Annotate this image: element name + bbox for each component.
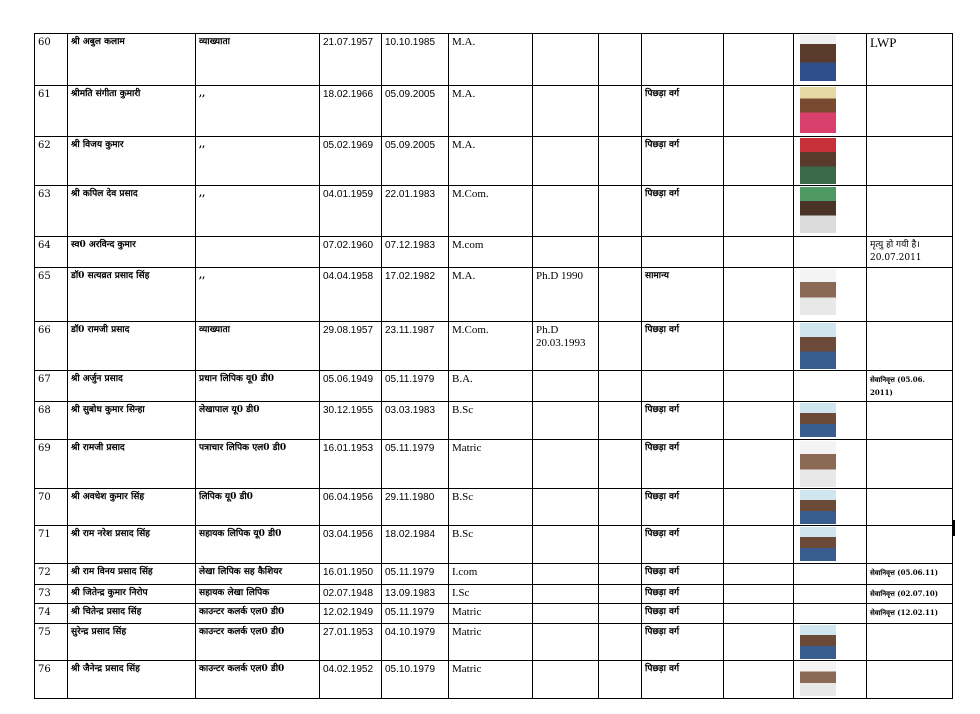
phd-cell	[533, 624, 599, 661]
birth-date-cell: 29.08.1957	[320, 322, 382, 371]
photo-man	[800, 403, 836, 437]
post-cell: पत्राचार लिपिक एल0 डी0	[196, 440, 320, 489]
blank-cell	[724, 526, 794, 564]
joining-date-cell: 03.03.1983	[382, 402, 449, 440]
photo-woman	[800, 87, 836, 133]
photo-cell	[794, 661, 867, 699]
blank-cell	[599, 564, 642, 585]
blank-cell	[599, 86, 642, 137]
category-cell: पिछड़ा वर्ग	[642, 86, 724, 137]
joining-date-cell: 05.10.1979	[382, 661, 449, 699]
photo-cell	[794, 402, 867, 440]
blank-cell	[724, 371, 794, 402]
photo-cell	[794, 34, 867, 86]
blank-cell	[599, 268, 642, 322]
blank-cell	[599, 585, 642, 604]
blank-cell	[724, 137, 794, 186]
post-cell: सहायक लेखा लिपिक	[196, 585, 320, 604]
photo-cell	[794, 237, 867, 268]
joining-date-cell: 05.11.1979	[382, 604, 449, 624]
post-cell	[196, 237, 320, 268]
photo-cell	[794, 268, 867, 322]
table-row	[35, 86, 953, 137]
name-cell: डॉ0 रामजी प्रसाद	[68, 322, 196, 371]
name-cell: श्री विजय कुमार	[68, 137, 196, 186]
photo-cell	[794, 440, 867, 489]
staff-record-table	[34, 33, 953, 699]
remark-cell	[867, 489, 953, 526]
blank-cell	[599, 624, 642, 661]
table-row	[35, 661, 953, 699]
phd-cell	[533, 186, 599, 237]
serial-number-cell: 66	[35, 322, 68, 371]
qualification-cell: I.com	[449, 564, 533, 585]
joining-date-cell: 18.02.1984	[382, 526, 449, 564]
category-cell	[642, 237, 724, 268]
table-row	[35, 604, 953, 624]
name-cell: श्री जैनेन्द्र प्रसाद सिंह	[68, 661, 196, 699]
serial-number-cell: 68	[35, 402, 68, 440]
serial-number-cell: 69	[35, 440, 68, 489]
blank-cell	[724, 186, 794, 237]
photo-cell	[794, 585, 867, 604]
qualification-cell: B.Sc	[449, 402, 533, 440]
joining-date-cell: 23.11.1987	[382, 322, 449, 371]
post-cell: लिपिक यू0 डी0	[196, 489, 320, 526]
blank-cell	[724, 489, 794, 526]
category-cell: पिछड़ा वर्ग	[642, 661, 724, 699]
blank-cell	[599, 34, 642, 86]
phd-cell	[533, 86, 599, 137]
post-cell: लेखापाल यू0 डी0	[196, 402, 320, 440]
name-cell: श्री चितेन्द्र प्रसाद सिंह	[68, 604, 196, 624]
name-cell: श्रीमति संगीता कुमारी	[68, 86, 196, 137]
blank-cell	[599, 661, 642, 699]
post-cell: काउन्टर कलर्क एल0 डी0	[196, 604, 320, 624]
table-row	[35, 34, 953, 86]
birth-date-cell: 27.01.1953	[320, 624, 382, 661]
qualification-cell: M.com	[449, 237, 533, 268]
table-row	[35, 137, 953, 186]
table-row	[35, 268, 953, 322]
page-edge-mark	[952, 520, 955, 536]
blank-cell	[724, 624, 794, 661]
birth-date-cell: 02.07.1948	[320, 585, 382, 604]
photo-man-cap	[800, 35, 836, 81]
phd-cell	[533, 489, 599, 526]
post-cell: ,,	[196, 86, 320, 137]
photo-man	[800, 662, 836, 696]
remark-cell	[867, 402, 953, 440]
remark-cell	[867, 526, 953, 564]
remark-cell	[867, 137, 953, 186]
name-cell: श्री राम विनय प्रसाद सिंह	[68, 564, 196, 585]
category-cell: पिछड़ा वर्ग	[642, 564, 724, 585]
photo-cell	[794, 489, 867, 526]
joining-date-cell: 05.11.1979	[382, 564, 449, 585]
category-cell: पिछड़ा वर्ग	[642, 322, 724, 371]
qualification-cell: Matric	[449, 624, 533, 661]
birth-date-cell: 21.07.1957	[320, 34, 382, 86]
table-row	[35, 237, 953, 268]
post-cell: ,,	[196, 268, 320, 322]
phd-cell	[533, 34, 599, 86]
blank-cell	[724, 661, 794, 699]
category-cell: सामान्य	[642, 268, 724, 322]
birth-date-cell: 04.01.1959	[320, 186, 382, 237]
joining-date-cell: 10.10.1985	[382, 34, 449, 86]
table-row	[35, 526, 953, 564]
post-cell: व्याख्याता	[196, 322, 320, 371]
remark-cell	[867, 268, 953, 322]
phd-cell	[533, 526, 599, 564]
category-cell: पिछड़ा वर्ग	[642, 526, 724, 564]
name-cell: श्री अवधेश कुमार सिंह	[68, 489, 196, 526]
blank-cell	[724, 268, 794, 322]
blank-cell	[599, 371, 642, 402]
phd-cell: Ph.D 20.03.1993	[533, 322, 599, 371]
serial-number-cell: 65	[35, 268, 68, 322]
blank-cell	[599, 322, 642, 371]
blank-cell	[599, 440, 642, 489]
post-cell: ,,	[196, 186, 320, 237]
joining-date-cell: 05.09.2005	[382, 137, 449, 186]
serial-number-cell: 75	[35, 624, 68, 661]
birth-date-cell: 12.02.1949	[320, 604, 382, 624]
name-cell: श्री कपिल देव प्रसाद	[68, 186, 196, 237]
photo-man	[800, 441, 836, 487]
table-row	[35, 186, 953, 237]
remark-cell: मृत्यु हो गयी है। 20.07.2011	[867, 237, 953, 268]
blank-cell	[599, 489, 642, 526]
name-cell: डॉ0 सत्यव्रत प्रसाद सिंह	[68, 268, 196, 322]
qualification-cell: M.A.	[449, 268, 533, 322]
photo-man	[800, 490, 836, 524]
serial-number-cell: 70	[35, 489, 68, 526]
serial-number-cell: 76	[35, 661, 68, 699]
remark-cell: LWP	[867, 34, 953, 86]
name-cell: श्री राम नरेश प्रसाद सिंह	[68, 526, 196, 564]
photo-man	[800, 187, 836, 233]
blank-cell	[724, 564, 794, 585]
phd-cell	[533, 564, 599, 585]
joining-date-cell: 05.11.1979	[382, 440, 449, 489]
remark-cell	[867, 86, 953, 137]
photo-man	[800, 269, 836, 315]
birth-date-cell: 16.01.1953	[320, 440, 382, 489]
joining-date-cell: 05.11.1979	[382, 371, 449, 402]
qualification-cell: M.A.	[449, 137, 533, 186]
photo-cell	[794, 86, 867, 137]
phd-cell	[533, 137, 599, 186]
photo-cell	[794, 564, 867, 585]
category-cell: पिछड़ा वर्ग	[642, 624, 724, 661]
name-cell: श्री जितेन्द्र कुमार निरोप	[68, 585, 196, 604]
blank-cell	[599, 604, 642, 624]
category-cell: पिछड़ा वर्ग	[642, 585, 724, 604]
category-cell	[642, 34, 724, 86]
photo-cell	[794, 371, 867, 402]
post-cell: लेखा लिपिक सह कैशियर	[196, 564, 320, 585]
table-row	[35, 322, 953, 371]
remark-cell	[867, 322, 953, 371]
blank-cell	[724, 585, 794, 604]
photo-cell	[794, 186, 867, 237]
name-cell: स्व0 अरविन्द कुमार	[68, 237, 196, 268]
photo-man	[800, 138, 836, 184]
name-cell: सुरेन्द्र प्रसाद सिंह	[68, 624, 196, 661]
table-row	[35, 440, 953, 489]
remark-cell	[867, 440, 953, 489]
phd-cell	[533, 237, 599, 268]
qualification-cell: M.Com.	[449, 186, 533, 237]
phd-cell	[533, 371, 599, 402]
post-cell: काउन्टर कलर्क एल0 डी0	[196, 661, 320, 699]
post-cell: ,,	[196, 137, 320, 186]
category-cell: पिछड़ा वर्ग	[642, 186, 724, 237]
name-cell: श्री सुबोध कुमार सिन्हा	[68, 402, 196, 440]
birth-date-cell: 06.04.1956	[320, 489, 382, 526]
remark-cell: सेवानिवृत्त (05.06.11)	[867, 564, 953, 585]
photo-cell	[794, 137, 867, 186]
post-cell: काउन्टर कलर्क एल0 डी0	[196, 624, 320, 661]
birth-date-cell: 05.06.1949	[320, 371, 382, 402]
photo-cell	[794, 526, 867, 564]
serial-number-cell: 74	[35, 604, 68, 624]
phd-cell	[533, 585, 599, 604]
name-cell: श्री रामजी प्रसाद	[68, 440, 196, 489]
photo-cell	[794, 604, 867, 624]
category-cell: पिछड़ा वर्ग	[642, 604, 724, 624]
birth-date-cell: 03.04.1956	[320, 526, 382, 564]
table-row	[35, 402, 953, 440]
serial-number-cell: 73	[35, 585, 68, 604]
table-row	[35, 564, 953, 585]
category-cell: पिछड़ा वर्ग	[642, 489, 724, 526]
joining-date-cell: 17.02.1982	[382, 268, 449, 322]
birth-date-cell: 30.12.1955	[320, 402, 382, 440]
remark-cell: सेवानिवृत्त (12.02.11)	[867, 604, 953, 624]
category-cell: पिछड़ा वर्ग	[642, 137, 724, 186]
blank-cell	[599, 237, 642, 268]
category-cell: पिछड़ा वर्ग	[642, 440, 724, 489]
post-cell: सहायक लिपिक यू0 डी0	[196, 526, 320, 564]
category-cell	[642, 371, 724, 402]
qualification-cell: Matric	[449, 604, 533, 624]
phd-cell	[533, 402, 599, 440]
birth-date-cell: 07.02.1960	[320, 237, 382, 268]
serial-number-cell: 72	[35, 564, 68, 585]
blank-cell	[724, 237, 794, 268]
table-row	[35, 371, 953, 402]
blank-cell	[724, 86, 794, 137]
blank-cell	[599, 402, 642, 440]
qualification-cell: I.Sc	[449, 585, 533, 604]
post-cell: व्याख्याता	[196, 34, 320, 86]
qualification-cell: M.A.	[449, 86, 533, 137]
serial-number-cell: 64	[35, 237, 68, 268]
remark-cell: सेवानिवृत्त (02.07.10)	[867, 585, 953, 604]
qualification-cell: M.A.	[449, 34, 533, 86]
remark-cell	[867, 624, 953, 661]
blank-cell	[599, 137, 642, 186]
serial-number-cell: 62	[35, 137, 68, 186]
qualification-cell: B.A.	[449, 371, 533, 402]
qualification-cell: M.Com.	[449, 322, 533, 371]
joining-date-cell: 29.11.1980	[382, 489, 449, 526]
name-cell: श्री अबुल कलाम	[68, 34, 196, 86]
blank-cell	[724, 440, 794, 489]
joining-date-cell: 07.12.1983	[382, 237, 449, 268]
serial-number-cell: 61	[35, 86, 68, 137]
qualification-cell: B.Sc	[449, 526, 533, 564]
serial-number-cell: 60	[35, 34, 68, 86]
phd-cell	[533, 440, 599, 489]
blank-cell	[599, 186, 642, 237]
photo-man	[800, 323, 836, 369]
table-row	[35, 489, 953, 526]
phd-cell	[533, 661, 599, 699]
birth-date-cell: 04.02.1952	[320, 661, 382, 699]
photo-cell	[794, 624, 867, 661]
birth-date-cell: 04.04.1958	[320, 268, 382, 322]
blank-cell	[724, 402, 794, 440]
blank-cell	[724, 604, 794, 624]
table-row	[35, 624, 953, 661]
birth-date-cell: 18.02.1966	[320, 86, 382, 137]
photo-man	[800, 527, 836, 561]
remark-cell	[867, 186, 953, 237]
joining-date-cell: 22.01.1983	[382, 186, 449, 237]
remark-cell: सेवानिवृत्त (05.06. 2011)	[867, 371, 953, 402]
blank-cell	[599, 526, 642, 564]
photo-man	[800, 625, 836, 659]
serial-number-cell: 71	[35, 526, 68, 564]
qualification-cell: Matric	[449, 440, 533, 489]
phd-cell	[533, 604, 599, 624]
qualification-cell: Matric	[449, 661, 533, 699]
joining-date-cell: 13.09.1983	[382, 585, 449, 604]
joining-date-cell: 04.10.1979	[382, 624, 449, 661]
birth-date-cell: 16.01.1950	[320, 564, 382, 585]
remark-cell	[867, 661, 953, 699]
serial-number-cell: 63	[35, 186, 68, 237]
joining-date-cell: 05.09.2005	[382, 86, 449, 137]
post-cell: प्रधान लिपिक यू0 डी0	[196, 371, 320, 402]
table-row	[35, 585, 953, 604]
blank-cell	[724, 322, 794, 371]
birth-date-cell: 05.02.1969	[320, 137, 382, 186]
blank-cell	[724, 34, 794, 86]
phd-cell: Ph.D 1990	[533, 268, 599, 322]
name-cell: श्री अर्जुन प्रसाद	[68, 371, 196, 402]
serial-number-cell: 67	[35, 371, 68, 402]
photo-cell	[794, 322, 867, 371]
qualification-cell: B.Sc	[449, 489, 533, 526]
category-cell: पिछड़ा वर्ग	[642, 402, 724, 440]
